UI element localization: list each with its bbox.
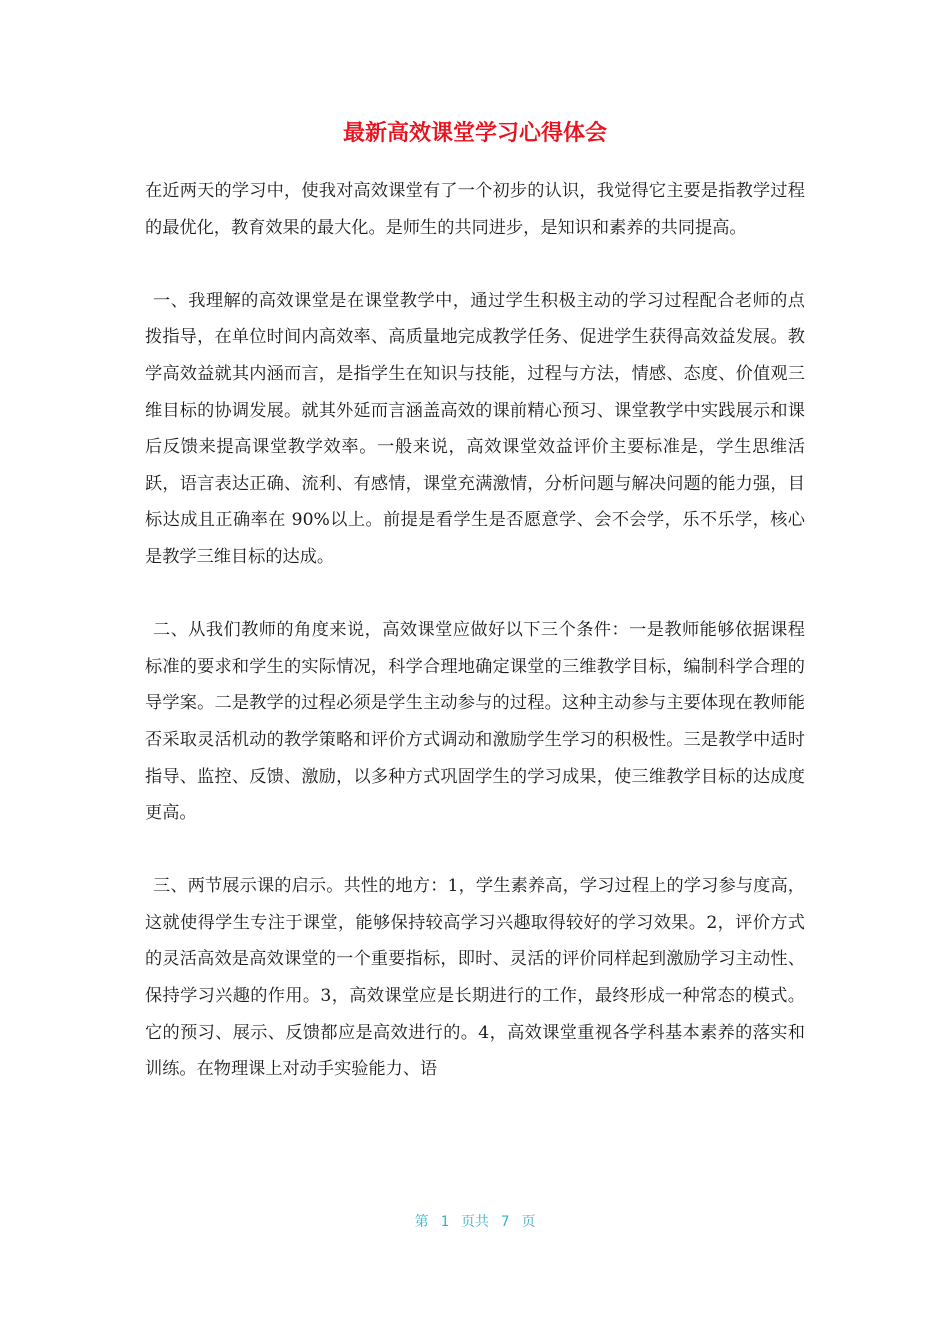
page-label-middle: 页共 bbox=[461, 1214, 489, 1230]
page-label-prefix: 第 bbox=[414, 1214, 429, 1230]
document-title: 最新高效课堂学习心得体会 bbox=[342, 121, 607, 146]
page-footer bbox=[0, 1209, 950, 1235]
paragraph-section-2: 二、从我们教师的角度来说，高效课堂应做好以下三个条件：一是教师能够依据课程标准的要求和学生的实际情况，科学合理地确定课堂的三维教学目标，编制科学合理的导学案。二是教学的过程必须是学生主动参与的过程。这种主动参与主要体现在教师能否采取灵活机动的教学策略和评价方式调动和激励学生学习的积极性。三是教学中适时指导、监控、反馈、激励，以多种方式巩固学生的学习成果，使三维教学目标的达成度更高。 bbox=[145, 620, 805, 824]
document-body bbox=[145, 173, 805, 1088]
page-label-suffix: 页 bbox=[521, 1214, 536, 1230]
paragraph-intro: 在近两天的学习中，使我对高效课堂有了一个初步的认识，我觉得它主要是指教学过程的最优化，教育效果的最大化。是师生的共同进步，是知识和素养的共同提高。 bbox=[145, 181, 805, 238]
total-page-count: 7 bbox=[501, 1214, 510, 1230]
paragraph-section-3: 三、两节展示课的启示。共性的地方：1，学生素养高，学习过程上的学习参与度高，这就使得学生专注于课堂，能够保持较高学习兴趣取得较好的学习效果。2，评价方式的灵活高效是高效课堂的一个重要指标，即时、灵活的评价同样起到激励学习主动性、保持学习兴趣的作用。3，高效课堂应是长期进行的工作，最终形成一种常态的模式。它的预习、展示、反馈都应是高效进行的。4，高效课堂重视各学科基本素养的落实和训练。在物理课上对动手实验能力、语 bbox=[145, 876, 805, 1080]
paragraph-section-1: 一、我理解的高效课堂是在课堂教学中，通过学生积极主动的学习过程配合老师的点拨指导，在单位时间内高效率、高质量地完成教学任务、促进学生获得高效益发展。教学高效益就其内涵而言，是指学生在知识与技能，过程与方法，情感、态度、价值观三维目标的协调发展。就其外延而言涵盖高效的课前精心预习、课堂教学中实践展示和课后反馈来提高课堂教学效率。一般来说，高效课堂效益评价主要标准是，学生思维活跃，语言表达正确、流利、有感情，课堂充满激情，分析问题与解决问题的能力强，目标达成且正确率在 90%以上。前提是看学生是否愿意学、会不会学，乐不乐学，核心是教学三维目标的达成。 bbox=[145, 290, 805, 567]
current-page-number: 1 bbox=[440, 1214, 449, 1230]
